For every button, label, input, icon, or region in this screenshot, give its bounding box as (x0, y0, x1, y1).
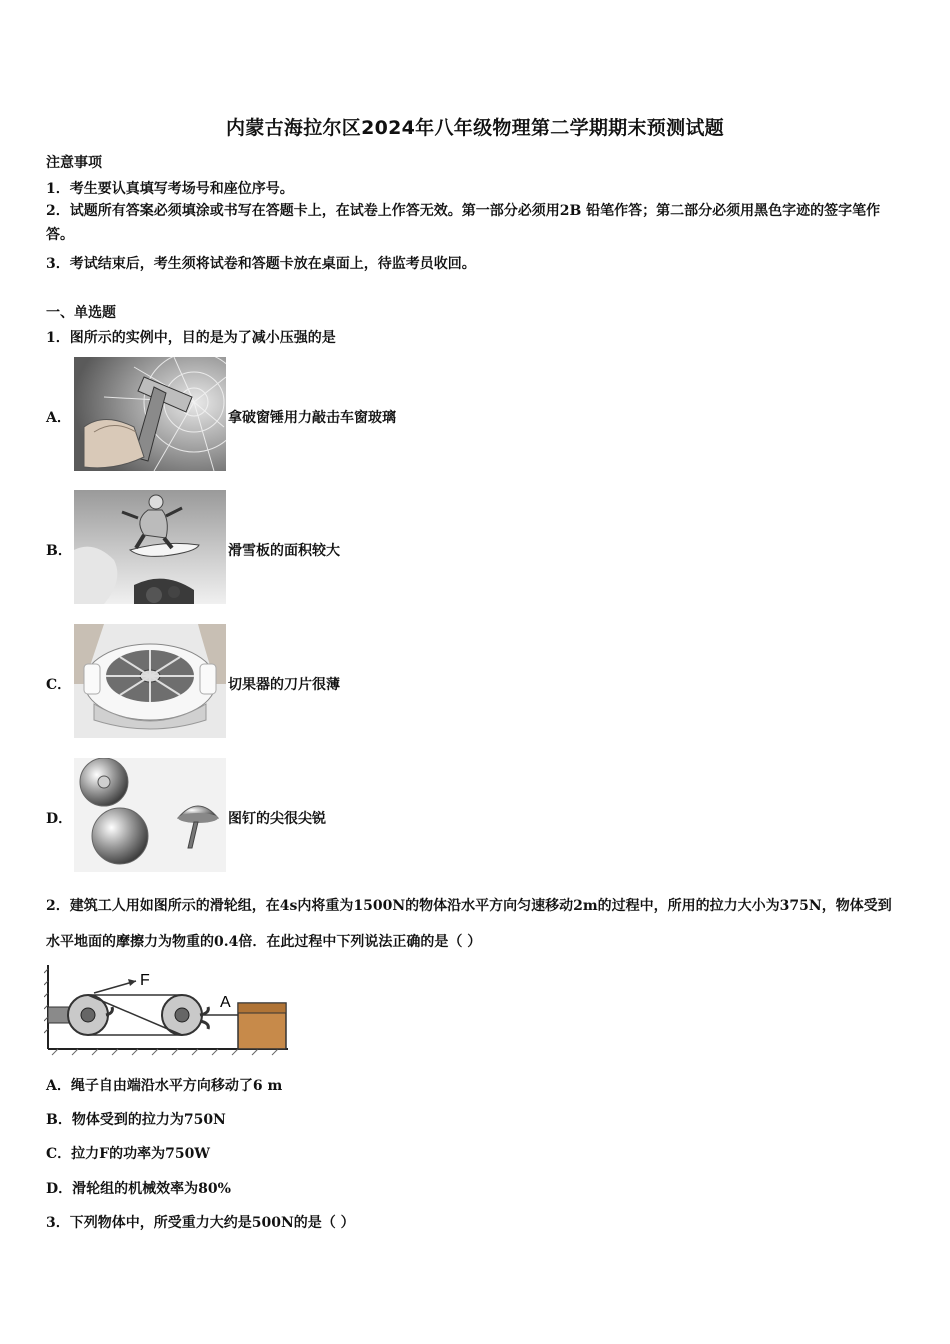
notice-item-1: 1．考生要认真填写考场号和座位序号。 (46, 181, 294, 197)
snowboarder-photo-icon (74, 490, 226, 604)
option-text: 拿破窗锤用力敲击车窗玻璃 (228, 410, 396, 426)
pulley-diagram (44, 963, 294, 1058)
hammer-glass-photo-icon (74, 357, 226, 471)
force-label: F (140, 972, 150, 989)
option-letter: A． (46, 410, 71, 426)
notice-item-2: 2．试题所有答案必须填涂或书写在答题卡上，在试卷上作答无效。第一部分必须用2B 铅笔作答；第二部分必须用黑色字迹的签字笔作答。 (46, 203, 881, 243)
q1-option-a[interactable] (46, 357, 546, 473)
option-text: 滑雪板的面积较大 (228, 543, 340, 559)
q2-option-d[interactable]: D．滑轮组的机械效率为80% (46, 1181, 231, 1197)
notice-item-3: 3．考试结束后，考生须将试卷和答题卡放在桌面上，待监考员收回。 (46, 256, 476, 272)
question-1-stem: 1．图所示的实例中，目的是为了减小压强的是 (46, 330, 336, 346)
section-heading: 一、单选题 (46, 305, 116, 321)
q1-option-c[interactable] (46, 624, 546, 740)
question-3-stem: 3．下列物体中，所受重力大约是500N的是（ ） (46, 1215, 355, 1231)
thumbtack-photo-icon (74, 758, 226, 872)
q1-option-d[interactable] (46, 758, 546, 874)
option-letter: B． (46, 543, 72, 559)
option-letter: C． (46, 677, 72, 693)
exam-title: 内蒙古海拉尔区2024年八年级物理第二学期期末预测试题 (226, 117, 724, 139)
fruit-cutter-photo-icon (74, 624, 226, 738)
q2-option-a[interactable]: A．绳子自由端沿水平方向移动了6 m (46, 1078, 283, 1094)
point-label: A (220, 994, 231, 1011)
q2-option-b[interactable]: B．物体受到的拉力为750N (46, 1112, 226, 1128)
question-2-stem: 2．建筑工人用如图所示的滑轮组，在4s内将重为1500N的物体沿水平方向匀速移动2m的过程中，所用的拉力大小为375N，物体受到水平地面的摩擦力为物重的0.4倍．在此过程中下列说法正确的是（ ） (46, 898, 892, 950)
q2-option-c[interactable]: C．拉力F的功率为750W (46, 1146, 211, 1162)
option-text: 图钉的尖很尖锐 (228, 811, 326, 827)
q1-option-b[interactable] (46, 490, 546, 606)
notice-heading: 注意事项 (46, 155, 102, 171)
option-letter: D． (46, 811, 73, 827)
option-text: 切果器的刀片很薄 (228, 677, 340, 693)
